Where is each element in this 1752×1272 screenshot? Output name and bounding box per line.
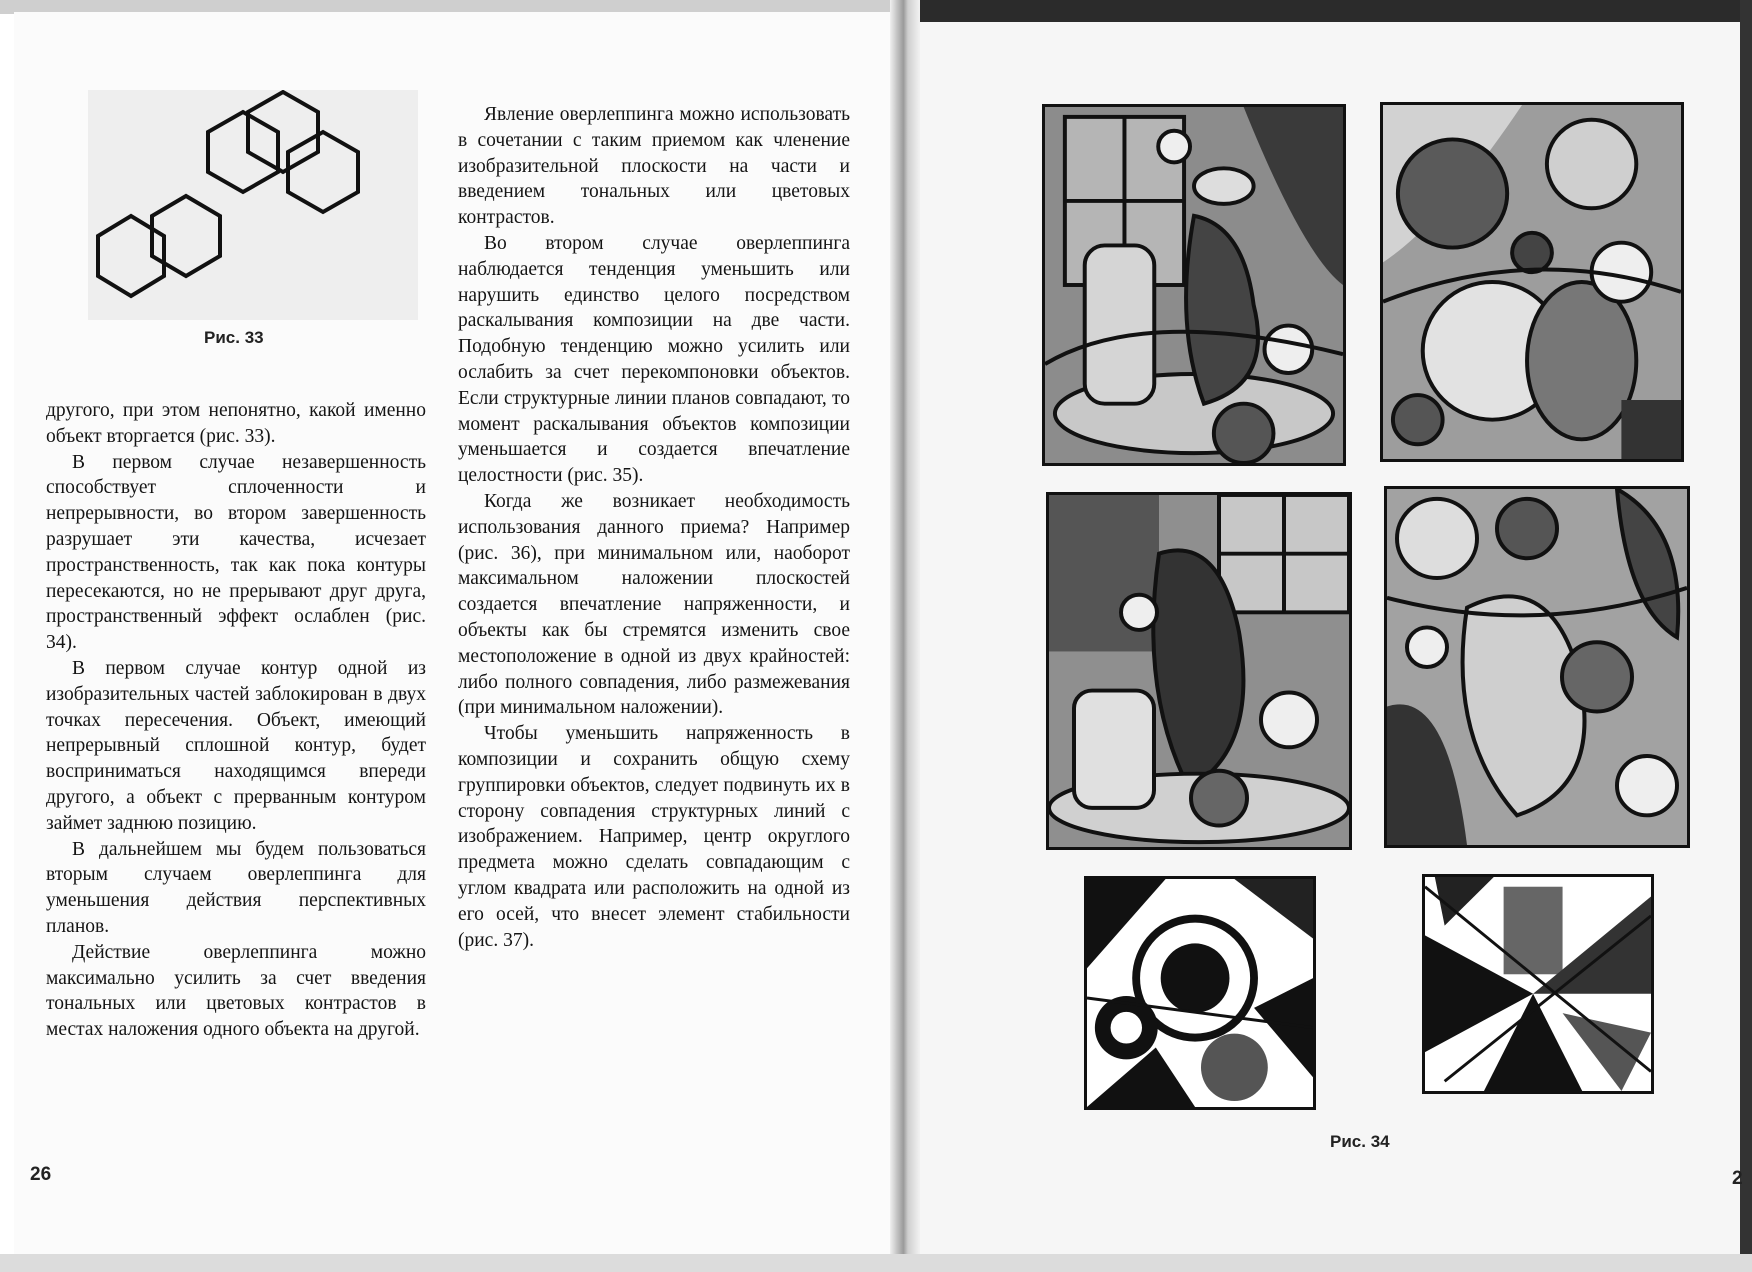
paragraph: В первом случае контур одной из изобразительных частей заблокирован в двух точках пересечения. Объект, имеющий непрерывный сплошной контур, будет восприниматься находящимся впереди другого, а объект с прерванным контуром займет заднюю позицию. <box>46 657 426 834</box>
artwork-5 <box>1084 876 1316 1110</box>
right-text-column <box>458 102 850 953</box>
paragraph: Когда же возникает необходимость использования данного приема? Например (рис. 36), при минимальном или, наоборот максимальном наложении плоскостей создается впечатление напряженности, и объекты как бы стремятся изменить свое местоположение в одной из двух крайностей: либо полного совпадения, либо размежевания (при минимальном наложении). <box>458 490 850 719</box>
left-text-column <box>46 398 426 1043</box>
artwork-3-drawing <box>1049 495 1349 847</box>
artwork-5-drawing <box>1087 879 1313 1107</box>
paragraph: В первом случае незавершенность способствует сплоченности и непрерывности, во втором завершенность разрушает эти качества, исчезает пространственность, так как пока контуры пересекаются, но не прерывают друг друга, пространственный эффект ослаблен (рис. 34). <box>46 451 426 654</box>
artwork-1-drawing <box>1045 107 1343 463</box>
hexagon-3 <box>288 132 358 212</box>
page-number-right: 2 <box>1732 1168 1743 1189</box>
page-number-left: 26 <box>30 1164 52 1185</box>
artwork-3 <box>1046 492 1352 850</box>
artwork-6 <box>1422 874 1654 1094</box>
artwork-4 <box>1384 486 1690 848</box>
hexagon-1 <box>208 112 278 192</box>
paragraph: В дальнейшем мы будем пользоваться вторым случаем оверлеппинга для уменьшения действия перспективных планов. <box>46 838 426 937</box>
paragraph: Чтобы уменьшить напряженность в композиции и сохранить общую схему группировки объектов, следует подвинуть их в сторону совпадения структурных линий с изображением. Например, центр округлого предмета можно сделать совпадающим с углом квадрата или расположить на одной из его осей, что внесет элемент стабильности (рис. 37). <box>458 723 850 951</box>
scan-shadow-top <box>900 0 1752 22</box>
paragraph: Во втором случае оверлеппинга наблюдается тенденция уменьшить или нарушить единство целого посредством раскалывания композиции на две части. Подобную тенденцию можно усилить или ослабить за счет перекомпоновки объектов. Если структурные линии планов совпадают, то момент раскалывания объектов композиции уменьшается и создается впечатление целостности (рис. 35). <box>458 232 850 487</box>
paragraph: другого, при этом непонятно, какой именно объект вторгается (рис. 33). <box>46 400 426 447</box>
hexagon-2 <box>248 92 318 172</box>
page-edge-bottom <box>0 1254 1752 1272</box>
book-gutter <box>890 0 920 1272</box>
figure-33-caption: Рис. 33 <box>204 328 264 347</box>
artwork-2 <box>1380 102 1684 462</box>
paragraph: Явление оверлеппинга можно использовать в сочетании с таким приемом как членение изобразительной плоскости на части и введением тональных или цветовых контрастов. <box>458 104 850 229</box>
artwork-6-drawing <box>1425 877 1651 1091</box>
hexagons-illustration <box>88 90 418 320</box>
figure-33-hexagons <box>88 90 418 320</box>
artwork-1 <box>1042 104 1346 466</box>
artwork-2-drawing <box>1383 105 1681 459</box>
paragraph: Действие оверлеппинга можно максимально усилить за счет введения тональных или цветовых контрастов в местах наложения одного объекта на другой. <box>46 941 426 1041</box>
scan-shadow-right <box>1740 0 1752 1272</box>
figure-34-caption: Рис. 34 <box>1330 1132 1390 1151</box>
artwork-4-drawing <box>1387 489 1687 845</box>
